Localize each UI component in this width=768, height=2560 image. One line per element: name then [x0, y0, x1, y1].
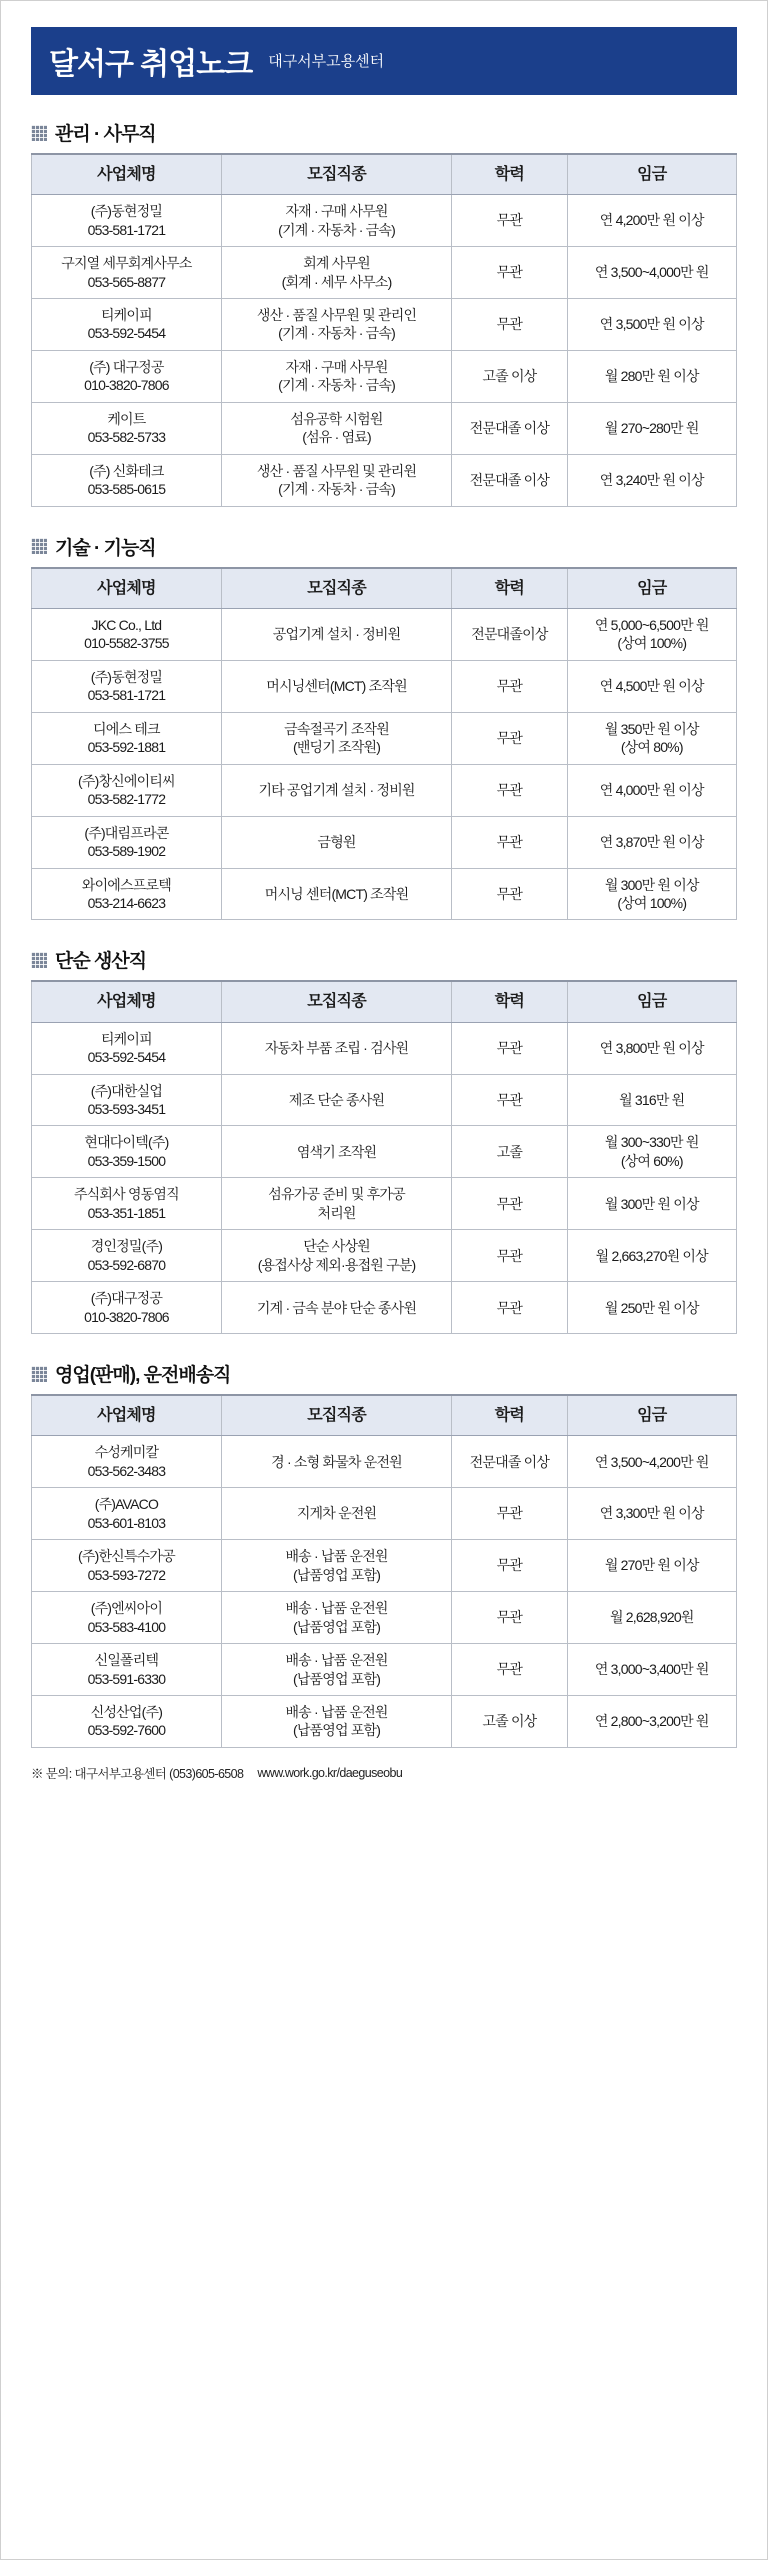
- footer-note: ※ 문의: 대구서부고용센터 (053)605-6508: [31, 1766, 244, 1781]
- pay-cell: [567, 816, 736, 868]
- education-cell: 무관: [452, 712, 567, 764]
- job-detail: (납품영업 포함): [292, 1670, 381, 1687]
- pay-cell: [567, 1696, 736, 1748]
- company-cell: [32, 1488, 222, 1540]
- table-row: [32, 1074, 737, 1126]
- section-header: [31, 119, 737, 146]
- section-header: [31, 533, 737, 560]
- company-phone: 053-562-3483: [87, 1462, 166, 1479]
- job-detail: (납품영업 포함): [292, 1566, 381, 1583]
- company-phone: 053-582-5733: [87, 429, 166, 446]
- education-cell: 무관: [452, 247, 567, 299]
- company-phone: 053-592-1881: [87, 739, 166, 756]
- company-name: 구지열 세무회계사무소: [61, 255, 192, 272]
- section-title: 기술 · 기능직: [55, 537, 156, 559]
- company-phone: 053-592-5454: [87, 325, 166, 342]
- job-cell: [221, 608, 451, 660]
- company-phone: 053-585-0615: [87, 481, 166, 498]
- job-detail: (밴딩기 조작원): [292, 739, 381, 756]
- job-detail: (섬유 · 염료): [302, 429, 371, 446]
- pay-cell: [567, 1644, 736, 1696]
- company-phone: 010-3820-7806: [84, 377, 169, 394]
- table-row: [32, 454, 737, 506]
- company-cell: [32, 1230, 222, 1282]
- job-section: [31, 119, 737, 507]
- company-name: (주) 신화테크: [89, 462, 164, 479]
- table-header-education: 학력: [452, 981, 567, 1022]
- job-table: [31, 153, 737, 507]
- pay-cell: [567, 402, 736, 454]
- company-cell: [32, 1696, 222, 1748]
- company-cell: [32, 816, 222, 868]
- company-name: (주)대한실업: [90, 1082, 163, 1099]
- table-header-row: [32, 154, 737, 195]
- company-phone: 053-581-1721: [87, 221, 166, 238]
- grid-square-icon: [31, 952, 47, 968]
- company-phone: 010-5582-3755: [84, 635, 169, 652]
- education-cell: 무관: [452, 1178, 567, 1230]
- table-row: [32, 350, 737, 402]
- job-title: 배송 · 납품 운전원: [285, 1600, 388, 1617]
- table-header-pay: 임금: [567, 1395, 736, 1436]
- job-cell: [221, 1436, 451, 1488]
- pay-cell: [567, 1488, 736, 1540]
- table-row: [32, 298, 737, 350]
- job-title: 자동차 부품 조립 · 검사원: [264, 1039, 409, 1056]
- company-cell: [32, 764, 222, 816]
- education-cell: 무관: [452, 1074, 567, 1126]
- education-cell: 고졸 이상: [452, 1696, 567, 1748]
- company-name: 와이에스프로텍: [81, 876, 171, 893]
- company-cell: [32, 350, 222, 402]
- company-phone: 053-592-5454: [87, 1049, 166, 1066]
- job-cell: [221, 298, 451, 350]
- pay-cell: [567, 764, 736, 816]
- job-cell: [221, 816, 451, 868]
- company-cell: [32, 1540, 222, 1592]
- table-header-company: 사업체명: [32, 1395, 222, 1436]
- company-cell: [32, 608, 222, 660]
- pay-amount: 월 270~280만 원: [604, 420, 699, 437]
- job-title: 머시닝 센터(MCT) 조작원: [264, 885, 409, 902]
- job-cell: [221, 660, 451, 712]
- company-cell: [32, 660, 222, 712]
- education-cell: 무관: [452, 660, 567, 712]
- company-name: (주)창신에이티씨: [78, 772, 175, 789]
- job-title: 생산 · 품질 사무원 및 관리인: [256, 306, 417, 323]
- company-cell: [32, 1022, 222, 1074]
- company-name: 디에스 테크: [93, 720, 160, 737]
- company-cell: [32, 454, 222, 506]
- table-header-row: [32, 981, 737, 1022]
- pay-cell: [567, 1126, 736, 1178]
- table-row: [32, 402, 737, 454]
- company-name: 수성케미칼: [94, 1444, 159, 1461]
- pay-bonus: (상여 60%): [620, 1152, 683, 1169]
- job-cell: [221, 195, 451, 247]
- education-cell: 고졸 이상: [452, 350, 567, 402]
- job-title: 경 · 소형 화물차 운전원: [271, 1453, 402, 1470]
- job-cell: [221, 1126, 451, 1178]
- education-cell: 무관: [452, 195, 567, 247]
- pay-bonus: (상여 100%): [617, 895, 687, 911]
- company-name: (주)AVACO: [94, 1496, 159, 1513]
- company-phone: 053-591-6330: [87, 1670, 166, 1687]
- company-name: 신성산업(주): [90, 1704, 163, 1720]
- education-cell: 무관: [452, 868, 567, 920]
- pay-amount: 연 3,000~3,400만 원: [594, 1661, 709, 1678]
- pay-amount: 연 5,000~6,500만 원: [594, 616, 709, 633]
- pay-amount: 연 4,200만 원 이상: [599, 212, 704, 229]
- company-phone: 053-214-6623: [87, 895, 166, 911]
- job-detail: (기계 · 자동차 · 금속): [278, 325, 395, 342]
- table-row: [32, 1436, 737, 1488]
- company-phone: 053-359-1500: [87, 1152, 166, 1169]
- company-name: 티케이피: [100, 1030, 152, 1047]
- pay-cell: [567, 1074, 736, 1126]
- job-cell: [221, 1540, 451, 1592]
- table-header-company: 사업체명: [32, 568, 222, 609]
- table-header-pay: 임금: [567, 568, 736, 609]
- page-subtitle: 대구서부고용센터: [268, 52, 385, 70]
- job-cell: [221, 1644, 451, 1696]
- company-name: (주)대림프라콘: [84, 824, 169, 841]
- company-phone: 053-592-7600: [87, 1722, 166, 1739]
- education-cell: 무관: [452, 1540, 567, 1592]
- education-cell: 무관: [452, 816, 567, 868]
- job-detail: (납품영업 포함): [292, 1722, 381, 1739]
- job-title: 배송 · 납품 운전원: [285, 1652, 388, 1669]
- job-cell: [221, 1230, 451, 1282]
- education-cell: 고졸: [452, 1126, 567, 1178]
- table-row: [32, 868, 737, 920]
- company-phone: 053-351-1851: [87, 1204, 166, 1221]
- company-name: (주)엔씨아이: [90, 1600, 163, 1617]
- pay-amount: 연 3,500~4,200만 원: [594, 1453, 709, 1470]
- job-cell: [221, 402, 451, 454]
- pay-amount: 월 250만 원 이상: [604, 1299, 699, 1316]
- company-name: JKC Co., Ltd: [91, 616, 162, 633]
- job-title: 기계 · 금속 분야 단순 종사원: [256, 1299, 417, 1316]
- footer-url[interactable]: www.work.go.kr/daeguseobu: [257, 1765, 403, 1780]
- job-cell: [221, 1696, 451, 1748]
- job-title: 공업기계 설치 · 정비원: [272, 626, 401, 643]
- education-cell: 무관: [452, 764, 567, 816]
- job-title: 금형원: [317, 833, 356, 850]
- job-cell: [221, 1022, 451, 1074]
- company-cell: [32, 298, 222, 350]
- pay-amount: 연 3,500~4,000만 원: [594, 264, 709, 281]
- company-phone: 053-601-8103: [87, 1514, 166, 1531]
- job-cell: [221, 764, 451, 816]
- table-row: [32, 1540, 737, 1592]
- job-cell: [221, 1178, 451, 1230]
- pay-cell: [567, 247, 736, 299]
- pay-amount: 월 316만 원: [619, 1091, 685, 1108]
- job-cell: [221, 247, 451, 299]
- company-cell: [32, 1126, 222, 1178]
- company-name: (주)동현정밀: [90, 668, 163, 685]
- pay-cell: [567, 1022, 736, 1074]
- education-cell: 전문대졸 이상: [452, 1436, 567, 1488]
- pay-amount: 연 3,870만 원 이상: [599, 833, 704, 850]
- pay-amount: 연 3,240만 원 이상: [599, 472, 704, 489]
- company-cell: [32, 868, 222, 920]
- pay-amount: 월 300만 원 이상: [604, 876, 699, 893]
- job-title: 섬유가공 준비 및 후가공: [268, 1186, 405, 1203]
- pay-amount: 연 3,800만 원 이상: [599, 1039, 704, 1056]
- pay-cell: [567, 868, 736, 920]
- education-cell: 전문대졸 이상: [452, 454, 567, 506]
- table-row: [32, 660, 737, 712]
- job-title: 배송 · 납품 운전원: [285, 1704, 388, 1720]
- pay-amount: 연 3,300만 원 이상: [599, 1505, 704, 1522]
- company-name: 경인정밀(주): [90, 1238, 163, 1255]
- company-cell: [32, 1436, 222, 1488]
- table-row: [32, 1178, 737, 1230]
- pay-cell: [567, 1230, 736, 1282]
- education-cell: 무관: [452, 1644, 567, 1696]
- company-phone: 053-589-1902: [87, 843, 166, 860]
- table-row: [32, 1696, 737, 1748]
- job-cell: [221, 350, 451, 402]
- pay-cell: [567, 1592, 736, 1644]
- job-detail: (기계 · 자동차 · 금속): [278, 481, 395, 498]
- job-title: 회계 사무원: [303, 255, 370, 272]
- section-header: [31, 1360, 737, 1387]
- education-cell: 무관: [452, 1592, 567, 1644]
- job-cell: [221, 1282, 451, 1334]
- job-detail: (납품영업 포함): [292, 1618, 381, 1635]
- pay-amount: 연 4,500만 원 이상: [599, 678, 704, 695]
- company-name: 주식회사 영동염직: [73, 1186, 179, 1203]
- pay-amount: 월 300~330만 원: [604, 1134, 699, 1151]
- company-phone: 053-583-4100: [87, 1618, 166, 1635]
- table-row: [32, 1644, 737, 1696]
- pay-amount: 연 4,000만 원 이상: [599, 781, 704, 798]
- job-title: 금속절곡기 조작원: [284, 720, 389, 737]
- table-row: [32, 764, 737, 816]
- company-phone: 053-592-6870: [87, 1256, 166, 1273]
- section-title: 단순 생산직: [55, 951, 147, 973]
- table-row: [32, 247, 737, 299]
- company-phone: 010-3820-7806: [84, 1308, 169, 1325]
- job-table: [31, 567, 737, 921]
- education-cell: 전문대졸이상: [452, 608, 567, 660]
- section-title: 영업(판매), 운전배송직: [55, 1365, 231, 1387]
- job-title: 섬유공학 시험원: [290, 410, 383, 427]
- job-detail: (용접사상 제외·용접원 구분): [257, 1256, 416, 1273]
- pay-cell: [567, 350, 736, 402]
- table-header-pay: 임금: [567, 981, 736, 1022]
- job-title: 기타 공업기계 설치 · 정비원: [258, 781, 415, 798]
- job-detail: (기계 · 자동차 · 금속): [278, 377, 395, 394]
- education-cell: 무관: [452, 1022, 567, 1074]
- footer: [31, 1764, 737, 1782]
- table-row: [32, 1592, 737, 1644]
- table-row: [32, 1126, 737, 1178]
- company-cell: [32, 712, 222, 764]
- pay-bonus: (상여 80%): [620, 739, 683, 756]
- company-phone: 053-565-8877: [87, 273, 166, 290]
- job-cell: [221, 868, 451, 920]
- company-name: 신일폴리텍: [94, 1652, 159, 1669]
- pay-cell: [567, 1436, 736, 1488]
- job-cell: [221, 712, 451, 764]
- company-cell: [32, 1592, 222, 1644]
- company-cell: [32, 1178, 222, 1230]
- pay-amount: 연 2,800~3,200만 원: [594, 1713, 709, 1730]
- table-header-education: 학력: [452, 1395, 567, 1436]
- section-header: [31, 946, 737, 973]
- education-cell: 전문대졸 이상: [452, 402, 567, 454]
- grid-square-icon: [31, 125, 47, 141]
- table-row: [32, 1488, 737, 1540]
- company-name: (주)대구정공: [90, 1290, 163, 1307]
- pay-amount: 연 3,500만 원 이상: [599, 316, 704, 333]
- education-cell: 무관: [452, 298, 567, 350]
- table-header-education: 학력: [452, 568, 567, 609]
- sections-container: [31, 119, 737, 1748]
- grid-square-icon: [31, 538, 47, 554]
- job-detail: (회계 · 세무 사무소): [281, 273, 392, 290]
- table-row: [32, 712, 737, 764]
- job-title: 지게차 운전원: [296, 1505, 377, 1522]
- company-name: 티케이피: [100, 306, 152, 323]
- pay-cell: [567, 608, 736, 660]
- job-section: [31, 1360, 737, 1748]
- pay-cell: [567, 1282, 736, 1334]
- company-cell: [32, 402, 222, 454]
- company-phone: 053-581-1721: [87, 687, 166, 704]
- job-title: 염색기 조작원: [296, 1143, 377, 1160]
- grid-square-icon: [31, 1366, 47, 1382]
- table-header-job: 모집직종: [221, 981, 451, 1022]
- pay-cell: [567, 1178, 736, 1230]
- table-header-job: 모집직종: [221, 568, 451, 609]
- pay-cell: [567, 454, 736, 506]
- table-row: [32, 1022, 737, 1074]
- table-header-row: [32, 1395, 737, 1436]
- table-row: [32, 195, 737, 247]
- company-cell: [32, 1074, 222, 1126]
- education-cell: 무관: [452, 1282, 567, 1334]
- table-header-job: 모집직종: [221, 154, 451, 195]
- table-header-row: [32, 568, 737, 609]
- pay-cell: [567, 298, 736, 350]
- table-row: [32, 1282, 737, 1334]
- table-row: [32, 608, 737, 660]
- job-section: [31, 533, 737, 921]
- education-cell: 무관: [452, 1488, 567, 1540]
- pay-cell: [567, 712, 736, 764]
- job-title: 배송 · 납품 운전원: [285, 1548, 388, 1565]
- company-cell: [32, 1644, 222, 1696]
- pay-cell: [567, 660, 736, 712]
- pay-bonus: (상여 100%): [617, 635, 687, 652]
- pay-amount: 월 350만 원 이상: [604, 720, 699, 737]
- job-cell: [221, 1074, 451, 1126]
- company-phone: 053-593-7272: [87, 1566, 166, 1583]
- pay-cell: [567, 195, 736, 247]
- job-title: 자재 · 구매 사무원: [285, 203, 388, 220]
- company-phone: 053-582-1772: [87, 791, 166, 808]
- job-title: 자재 · 구매 사무원: [285, 358, 388, 375]
- pay-amount: 월 2,663,270원 이상: [595, 1247, 708, 1264]
- company-name: (주) 대구정공: [89, 358, 164, 375]
- table-row: [32, 816, 737, 868]
- job-title: 제조 단순 종사원: [288, 1091, 385, 1108]
- job-cell: [221, 454, 451, 506]
- pay-amount: 월 2,628,920원: [609, 1609, 694, 1626]
- table-header-job: 모집직종: [221, 1395, 451, 1436]
- company-name: (주)한신특수가공: [78, 1548, 175, 1565]
- job-detail: 처리원: [317, 1204, 356, 1221]
- table-header-education: 학력: [452, 154, 567, 195]
- page-title: 달서구 취업노크: [49, 48, 253, 81]
- company-phone: 053-593-3451: [87, 1100, 166, 1117]
- table-header-pay: 임금: [567, 154, 736, 195]
- company-name: (주)동현정밀: [90, 203, 163, 220]
- job-cell: [221, 1488, 451, 1540]
- job-section: [31, 946, 737, 1334]
- pay-amount: 월 280만 원 이상: [604, 368, 699, 385]
- pay-amount: 월 300만 원 이상: [604, 1195, 699, 1212]
- job-table: [31, 980, 737, 1334]
- company-cell: [32, 247, 222, 299]
- job-cell: [221, 1592, 451, 1644]
- company-name: 케이트: [107, 410, 146, 427]
- page-header: [31, 27, 737, 95]
- company-cell: [32, 1282, 222, 1334]
- table-header-company: 사업체명: [32, 981, 222, 1022]
- education-cell: 무관: [452, 1230, 567, 1282]
- company-name: 현대다이텍(주): [84, 1134, 169, 1151]
- table-header-company: 사업체명: [32, 154, 222, 195]
- pay-amount: 월 270만 원 이상: [604, 1557, 699, 1574]
- table-row: [32, 1230, 737, 1282]
- job-detail: (기계 · 자동차 · 금속): [278, 221, 395, 238]
- job-title: 단순 사상원: [303, 1238, 370, 1255]
- job-table: [31, 1394, 737, 1748]
- job-title: 생산 · 품질 사무원 및 관리원: [256, 462, 417, 479]
- job-title: 머시닝센터(MCT) 조작원: [266, 678, 407, 695]
- section-title: 관리 · 사무직: [55, 124, 156, 145]
- company-cell: [32, 195, 222, 247]
- pay-cell: [567, 1540, 736, 1592]
